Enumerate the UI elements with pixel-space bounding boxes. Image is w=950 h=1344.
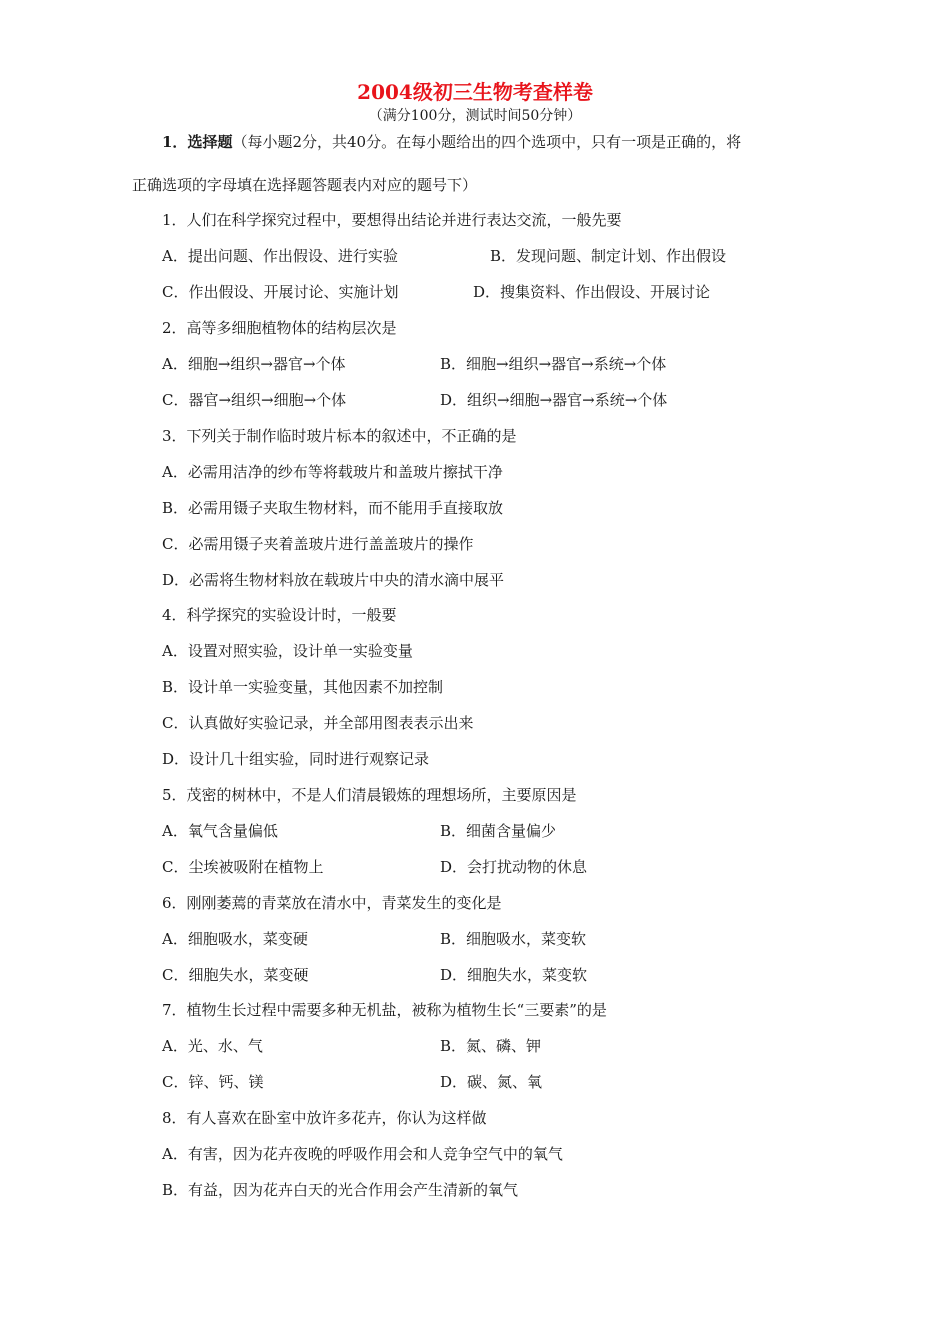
option-c: C．细胞失水，菜变硬 [162, 966, 309, 984]
question-stem: 8．有人喜欢在卧室中放许多花卉，你认为这样做 [162, 1109, 487, 1127]
option-b: B．设计单一实验变量，其他因素不加控制 [162, 678, 444, 696]
question-stem: 3．下列关于制作临时玻片标本的叙述中，不正确的是 [162, 427, 517, 445]
option-c: C．器官→组织→细胞→个体 [162, 391, 347, 409]
option-d: D．组织→细胞→器官→系统→个体 [440, 391, 668, 409]
option-c: C．锌、钙、镁 [162, 1073, 264, 1091]
option-c: C．尘埃被吸附在植物上 [162, 858, 324, 876]
option-d: D．碳、氮、氧 [440, 1073, 543, 1091]
option-b: B．氮、磷、钾 [440, 1037, 542, 1055]
option-a: A．提出问题、作出假设、进行实验 [162, 247, 398, 265]
option-a: A．光、水、气 [162, 1037, 263, 1055]
option-d: D．必需将生物材料放在载玻片中央的清水滴中展平 [162, 571, 505, 589]
question-stem: 7．植物生长过程中需要多种无机盐，被称为植物生长“三要素”的是 [162, 1001, 607, 1019]
option-c: C．必需用镊子夹着盖玻片进行盖盖玻片的操作 [162, 535, 474, 553]
option-b: B．必需用镊子夹取生物材料，而不能用手直接取放 [162, 499, 504, 517]
option-a: A．细胞吸水，菜变硬 [162, 930, 308, 948]
section-heading [162, 132, 832, 152]
section-instructions: （每小题2分，共40分。在每小题给出的四个选项中，只有一项是正确的，将 [232, 133, 742, 151]
question-stem: 4．科学探究的实验设计时，一般要 [162, 606, 397, 624]
question-stem: 1．人们在科学探究过程中，要想得出结论并进行表达交流，一般先要 [162, 211, 622, 229]
option-b: B．细胞→组织→器官→系统→个体 [440, 355, 667, 373]
page-subtitle: （满分100分，测试时间50分钟） [368, 108, 582, 124]
option-a: A．细胞→组织→器官→个体 [162, 355, 346, 373]
section-name: 选择题 [187, 133, 233, 151]
option-a: A．必需用洁净的纱布等将载玻片和盖玻片擦拭干净 [162, 463, 503, 481]
option-c: C．认真做好实验记录，并全部用图表表示出来 [162, 714, 474, 732]
section-number: 1． [162, 133, 188, 151]
option-d: D．细胞失水，菜变软 [440, 966, 588, 984]
option-d: D．设计几十组实验，同时进行观察记录 [162, 750, 430, 768]
option-a: A．有害，因为花卉夜晚的呼吸作用会和人竞争空气中的氧气 [162, 1145, 563, 1163]
question-stem: 5．茂密的树林中，不是人们清晨锻炼的理想场所，主要原因是 [162, 786, 577, 804]
option-c: C．作出假设、开展讨论、实施计划 [162, 283, 399, 301]
option-b: B．有益，因为花卉白天的光合作用会产生清新的氧气 [162, 1181, 519, 1199]
option-a: A．设置对照实验，设计单一实验变量 [162, 642, 413, 660]
page-title: 2004级初三生物考查样卷 [357, 80, 593, 104]
option-b: B．细菌含量偏少 [440, 822, 557, 840]
option-b: B．发现问题、制定计划、作出假设 [490, 247, 727, 265]
option-d: D．搜集资料、作出假设、开展讨论 [473, 283, 711, 301]
option-b: B．细胞吸水，菜变软 [440, 930, 587, 948]
option-a: A．氧气含量偏低 [162, 822, 278, 840]
option-d: D．会打扰动物的休息 [440, 858, 588, 876]
section-instructions-continued: 正确选项的字母填在选择题答题表内对应的题号下） [132, 176, 478, 194]
question-stem: 6．刚刚萎蔫的青菜放在清水中，青菜发生的变化是 [162, 894, 502, 912]
question-stem: 2．高等多细胞植物体的结构层次是 [162, 319, 397, 337]
